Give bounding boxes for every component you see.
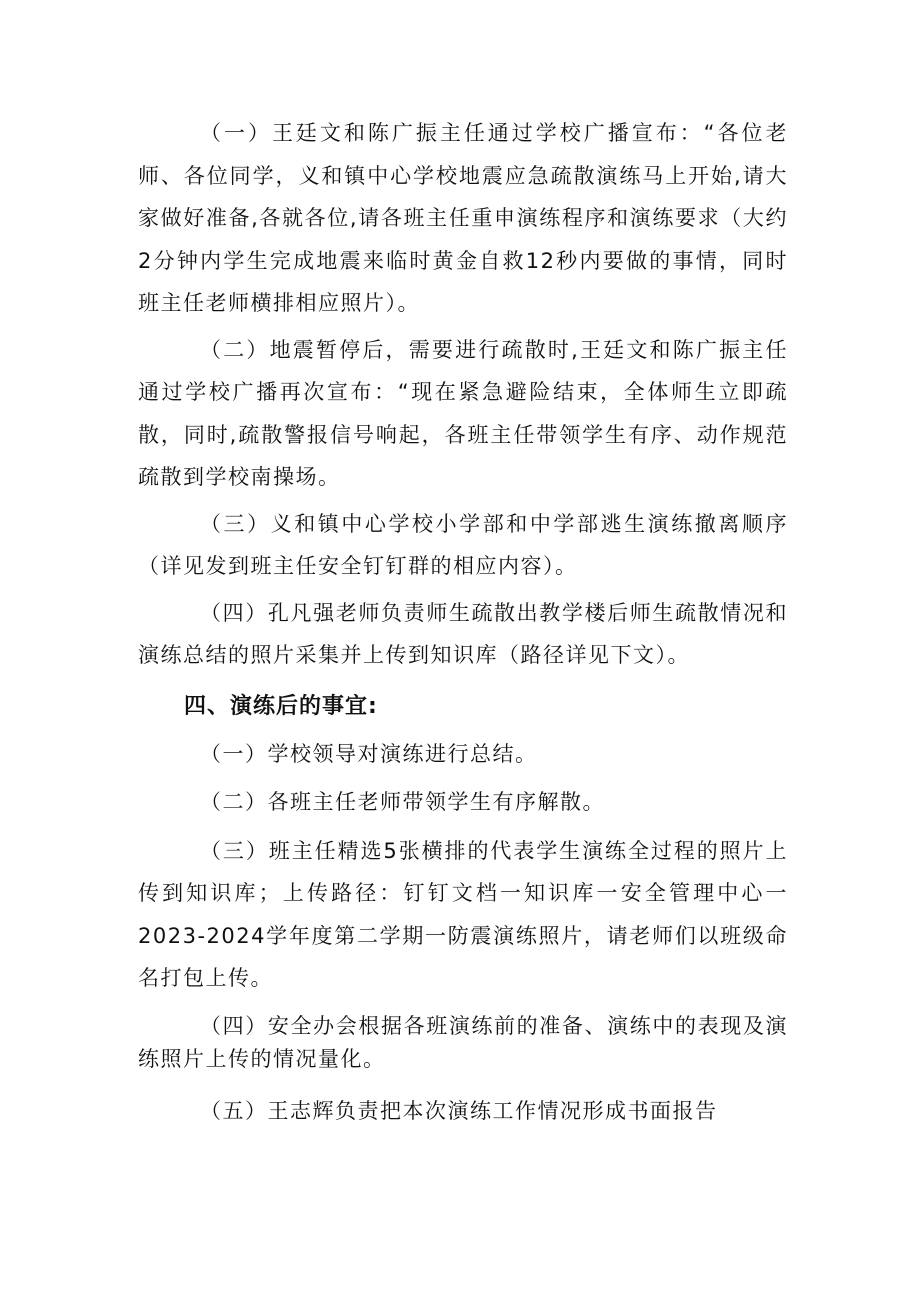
item-photo-upload: （三）班主任精选5张横排的代表学生演练全过程的照片上传到知识库；上传路径：钉钉文档一知识库一安全管理中心一2023-2024学年度第二学期一防震演练照片，请老师们以班级命名打包上传。: [138, 838, 788, 990]
item-quantification: （四）安全办会根据各班演练前的准备、演练中的表现及演练照片上传的情况量化。: [138, 1013, 788, 1071]
paragraph-evacuation-announcement: （二）地震暂停后，需要进行疏散时,王廷文和陈广振主任通过学校广播再次宣布：“现在紧急避险结束，全体师生立即疏散，同时,疏散警报信号响起，各班主任带领学生有序、动作规范疏散到学校南操场。: [138, 337, 788, 489]
item-leader-summary: （一）学校领导对演练进行总结。: [200, 741, 538, 766]
document-page: [138, 112, 788, 1138]
paragraph-evacuation-order: （三）义和镇中心学校小学部和中学部逃生演练撤离顺序（详见发到班主任安全钉钉群的相应内容）。: [138, 511, 788, 578]
item-written-report: （五）王志辉负责把本次演练工作情况形成书面报告: [200, 1098, 718, 1123]
item-class-dismissal: （二）各班主任老师带领学生有序解散。: [200, 790, 605, 814]
section-heading-after-drill: 四、演练后的事宜:: [184, 693, 378, 719]
paragraph-photo-collection: （四）孔凡强老师负责师生疏散出教学楼后师生疏散情况和演练总结的照片采集并上传到知识库（路径详见下文）。: [138, 600, 788, 667]
paragraph-broadcast-announcement: （一）王廷文和陈广振主任通过学校广播宣布：“各位老师、各位同学，义和镇中心学校地震应急疏散演练马上开始,请大家做好准备,各就各位,请各班主任重申演练程序和演练要求（大约2分钟内学生完成地震来临时黄金自救12秒内要做的事情，同时班主任老师横排相应照片）。: [138, 121, 788, 315]
